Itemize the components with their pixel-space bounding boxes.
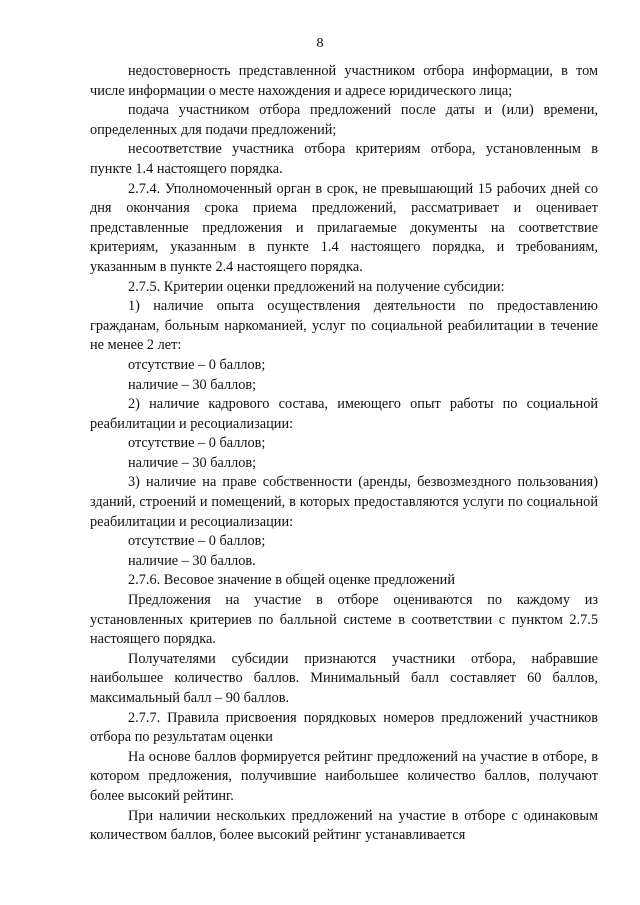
paragraph-scoring-system: Предложения на участие в отборе оцениваются по каждому из установленных критериев по балльной системе в соответствии с пунктом 2.7.5 настоящего порядка. [90, 592, 598, 648]
paragraph-recipients-score: Получателями субсидии признаются участники отбора, набравшие наибольшее количество баллов. Минимальный балл составляет 60 баллов, максимальный балл – 90 баллов. [90, 650, 598, 706]
paragraph-equal-scores: При наличии нескольких предложений на участие в отборе с одинаковым количеством баллов, более высокий рейтинг устанавливается [90, 807, 598, 844]
criterion-1: 1) наличие опыта осуществления деятельности по предоставлению гражданам, больным наркоманией, услуг по социальной реабилитации в течение не менее 2 лет: [90, 298, 598, 354]
criterion-2-absence: отсутствие – 0 баллов; [128, 435, 266, 452]
document-body [90, 62, 598, 846]
paragraph-grounds-unreliable-info: недостоверность представленной участником отбора информации, в том числе информации о месте нахождения и адресе юридического лица; [90, 63, 598, 99]
criterion-3-absence: отсутствие – 0 баллов; [128, 533, 266, 550]
paragraph-grounds-criteria-mismatch: несоответствие участника отбора критериям отбора, установленным в пункте 1.4 настоящего порядка. [90, 141, 598, 177]
paragraph-2-7-7-heading: 2.7.7. Правила присвоения порядковых номеров предложений участников отбора по результатам оценки [90, 709, 598, 746]
criterion-2-presence: наличие – 30 баллов; [128, 454, 257, 471]
paragraph-grounds-late-submission: подача участником отбора предложений после даты и (или) времени, определенных для подачи предложений; [90, 102, 598, 138]
criterion-3: 3) наличие на праве собственности (аренды, безвозмездного пользования) зданий, строений и помещений, в которых предоставляются услуги по социальной реабилитации и ресоциализации: [90, 474, 598, 530]
paragraph-2-7-4: 2.7.4. Уполномоченный орган в срок, не превышающий 15 рабочих дней со дня окончания срока приема предложений, рассматривает и оценивает представленные предложения и прилагаемые документы на соответствие критериям, указанным в пункте 1.4 настоящего порядка, и требованиям, указанным в пункте 2.4 настоящего порядка. [90, 180, 598, 275]
paragraph-2-7-6-heading: 2.7.6. Весовое значение в общей оценке предложений [128, 572, 455, 589]
page-number: 8 [316, 36, 324, 51]
paragraph-rating-formation: На основе баллов формируется рейтинг предложений на участие в отборе, в котором предложения, получившие наибольшее количество баллов, получают более высокий рейтинг. [90, 748, 598, 804]
paragraph-2-7-5-heading: 2.7.5. Критерии оценки предложений на получение субсидии: [128, 278, 505, 295]
criterion-1-presence: наличие – 30 баллов; [128, 376, 257, 393]
criterion-1-absence: отсутствие – 0 баллов; [128, 356, 266, 373]
criterion-2: 2) наличие кадрового состава, имеющего опыт работы по социальной реабилитации и ресоциализации: [90, 396, 598, 432]
criterion-3-presence: наличие – 30 баллов. [128, 552, 256, 569]
